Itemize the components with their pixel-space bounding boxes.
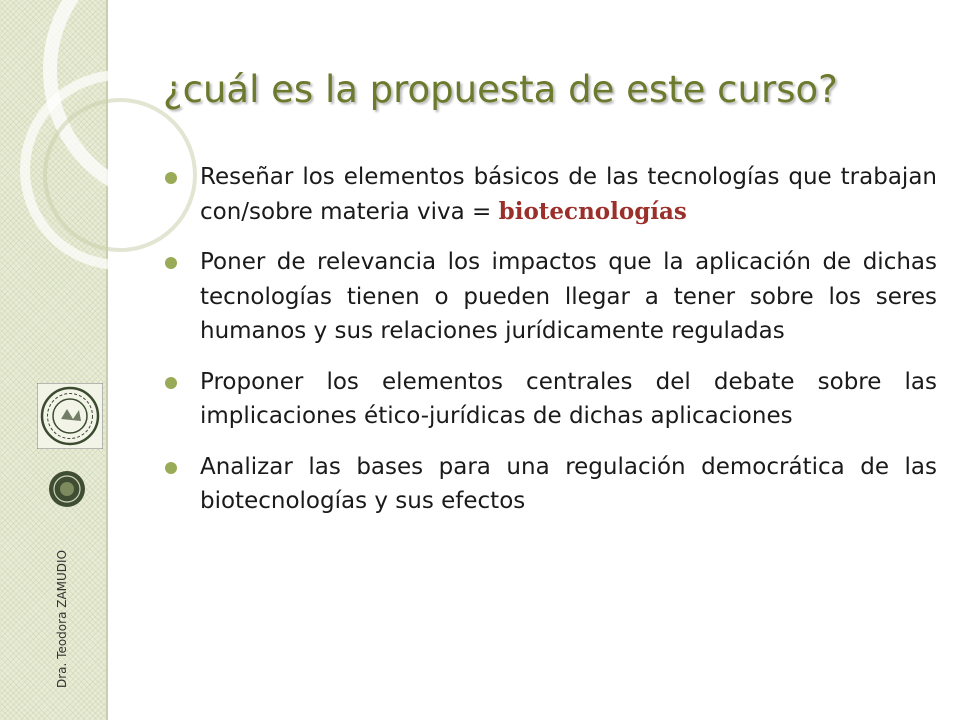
- bullet-list: [165, 160, 937, 535]
- bullet-text: Proponer los elementos centrales del debate sobre las implicaciones ético-jurídicas de dichas aplicaciones: [200, 368, 937, 429]
- emphasis-text: biotecnologías: [498, 197, 687, 225]
- faculty-seal-icon: [37, 383, 103, 453]
- bullet-icon: [165, 172, 177, 184]
- university-seal-icon: [48, 470, 86, 512]
- bullet-icon: [165, 257, 177, 269]
- bullet-icon: [165, 377, 177, 389]
- bullet-item: [165, 160, 937, 229]
- bullet-text: Reseñar los elementos básicos de las tecnologías que trabajan con/sobre materia viva = biotecnologías: [200, 164, 937, 225]
- slide-title: ¿cuál es la propuesta de este curso?: [163, 68, 838, 111]
- bullet-item: [165, 365, 937, 434]
- author-credit: Dra. Teodora ZAMUDIO: [55, 549, 69, 688]
- bullet-text: Poner de relevancia los impactos que la aplicación de dichas tecnologías tienen o pueden llegar a tener sobre los seres humanos y sus relaciones jurídicamente reguladas: [200, 249, 937, 344]
- bullet-text: Analizar las bases para una regulación democrática de las biotecnologías y sus efectos: [200, 453, 937, 514]
- bullet-item: [165, 450, 937, 519]
- bullet-item: [165, 245, 937, 349]
- bullet-icon: [165, 462, 177, 474]
